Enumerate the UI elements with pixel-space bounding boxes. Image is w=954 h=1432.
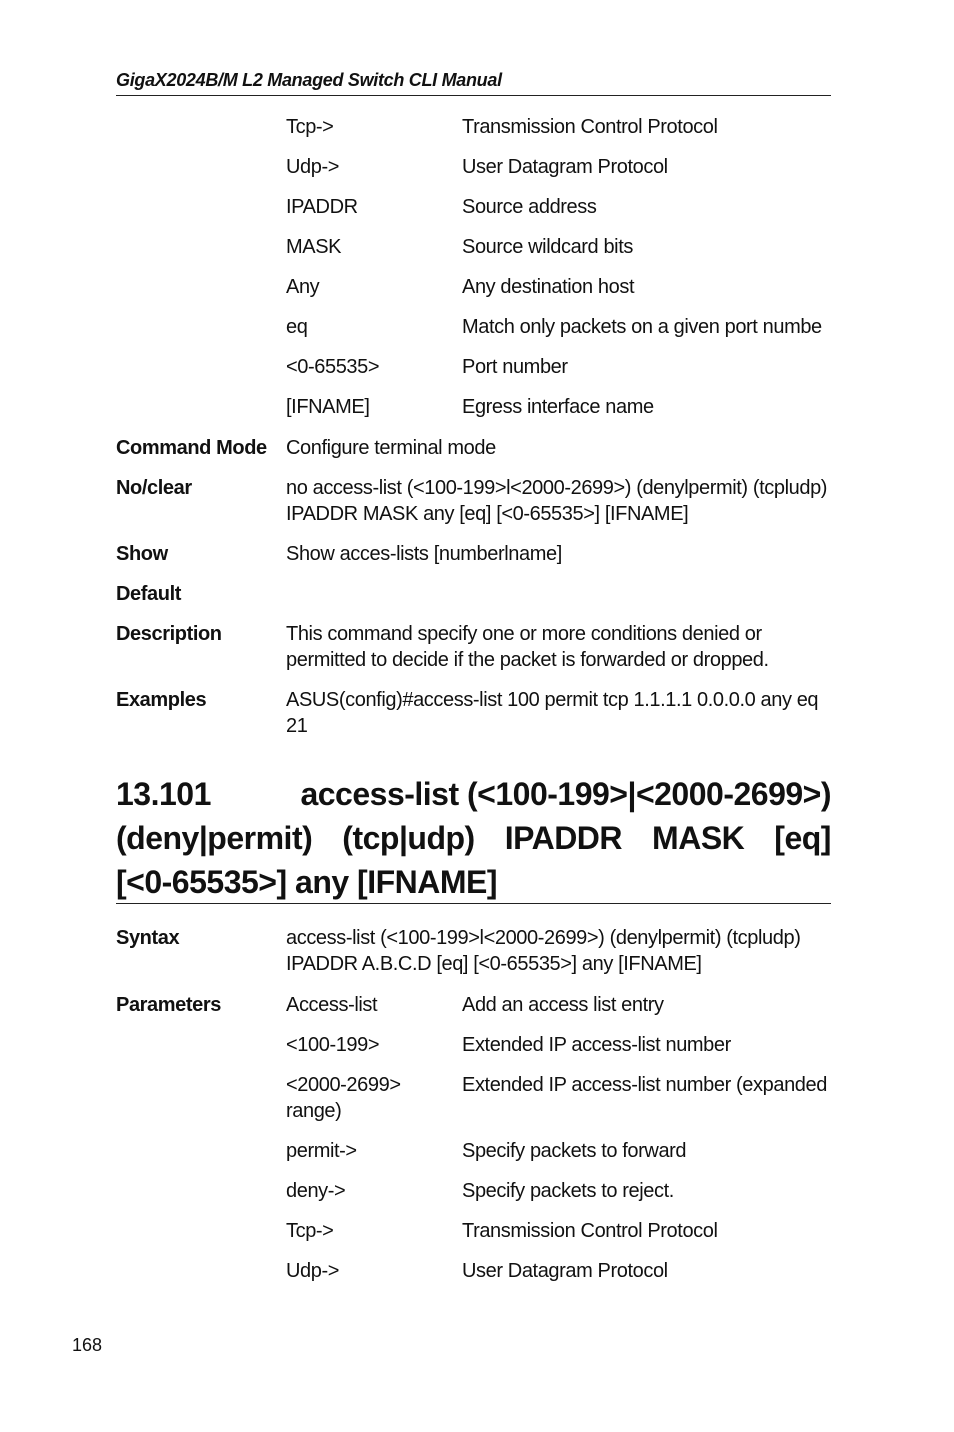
text-line: ASUS(config)#access-list 100 permit tcp 1.1.1.1 0.0.0.0 any eq	[286, 689, 819, 711]
heading-word: IPADDR	[504, 820, 623, 856]
param-desc: Any destination host	[462, 276, 635, 298]
param-key: Access-list	[286, 994, 378, 1016]
param-desc: Extended IP access-list number (expanded	[462, 1074, 827, 1096]
param-desc: Source address	[462, 196, 597, 218]
text-line: IPADDR A.B.C.D [eq] [<0-65535>] any [IFNAME]	[286, 953, 702, 975]
field-text: Configure terminal mode	[286, 437, 496, 459]
field-text	[286, 925, 831, 977]
text-line: access-list (<100-199>l<2000-2699>) (denylpermit) (tcpludp)	[286, 927, 801, 949]
param-key: MASK	[286, 236, 342, 258]
param-desc-continuation: range)	[286, 1100, 342, 1122]
param-desc: Egress interface name	[462, 396, 654, 418]
param-key: <2000-2699>	[286, 1074, 401, 1096]
param-desc: Transmission Control Protocol	[462, 1220, 718, 1242]
heading-word: [eq]	[774, 820, 831, 856]
section-number: 13.101	[116, 776, 211, 812]
param-desc: User Datagram Protocol	[462, 1260, 668, 1282]
header-rule	[116, 95, 831, 96]
field-label: Parameters	[116, 994, 221, 1016]
field-label: No/clear	[116, 477, 192, 499]
field-text	[286, 621, 831, 673]
heading-line	[116, 860, 831, 904]
param-key: Udp->	[286, 1260, 340, 1282]
param-desc: User Datagram Protocol	[462, 156, 668, 178]
param-desc: Match only packets on a given port numbe	[462, 316, 822, 338]
param-key: <100-199>	[286, 1034, 380, 1056]
heading-rule	[116, 903, 831, 904]
param-key: deny->	[286, 1180, 346, 1202]
field-text	[286, 475, 831, 527]
heading-word: MASK	[652, 820, 745, 856]
text-line: permitted to decide if the packet is forwarded or dropped.	[286, 649, 769, 671]
field-label: Description	[116, 623, 222, 645]
heading-word: (tcp|udp)	[342, 820, 475, 856]
text-line: IPADDR MASK any [eq] [<0-65535>] [IFNAME]	[286, 503, 689, 525]
text-line: 21	[286, 715, 308, 737]
param-desc: Source wildcard bits	[462, 236, 633, 258]
section-heading	[116, 772, 831, 904]
param-key: [IFNAME]	[286, 396, 370, 418]
heading-text: access-list (<100-199>|<2000-2699>)	[300, 776, 831, 812]
param-desc: Add an access list entry	[462, 994, 664, 1016]
field-label: Syntax	[116, 927, 180, 949]
param-key: <0-65535>	[286, 356, 380, 378]
param-key: Any	[286, 276, 320, 298]
field-text: Show acces-lists [numberlname]	[286, 543, 562, 565]
text-line: This command specify one or more conditions denied or	[286, 623, 762, 645]
param-desc: Port number	[462, 356, 568, 378]
field-label: Default	[116, 583, 181, 605]
param-key: permit->	[286, 1140, 357, 1162]
field-label: Examples	[116, 689, 207, 711]
heading-line	[116, 816, 831, 860]
param-key: eq	[286, 316, 308, 338]
param-desc: Transmission Control Protocol	[462, 116, 718, 138]
param-key: Tcp->	[286, 116, 334, 138]
heading-line	[116, 772, 831, 816]
heading-word: (deny|permit)	[116, 820, 313, 856]
param-key: Tcp->	[286, 1220, 334, 1242]
field-label: Command Mode	[116, 437, 267, 459]
heading-text: [<0-65535>] any [IFNAME]	[116, 864, 498, 900]
param-key: IPADDR	[286, 196, 358, 218]
param-desc: Specify packets to reject.	[462, 1180, 674, 1202]
running-header: GigaX2024B/M L2 Managed Switch CLI Manual	[116, 70, 502, 90]
text-line: no access-list (<100-199>l<2000-2699>) (denylpermit) (tcpludp)	[286, 477, 828, 499]
param-desc: Specify packets to forward	[462, 1140, 687, 1162]
param-key: Udp->	[286, 156, 340, 178]
field-text	[286, 687, 831, 739]
page-number: 168	[72, 1335, 103, 1355]
param-desc: Extended IP access-list number	[462, 1034, 731, 1056]
field-label: Show	[116, 543, 168, 565]
